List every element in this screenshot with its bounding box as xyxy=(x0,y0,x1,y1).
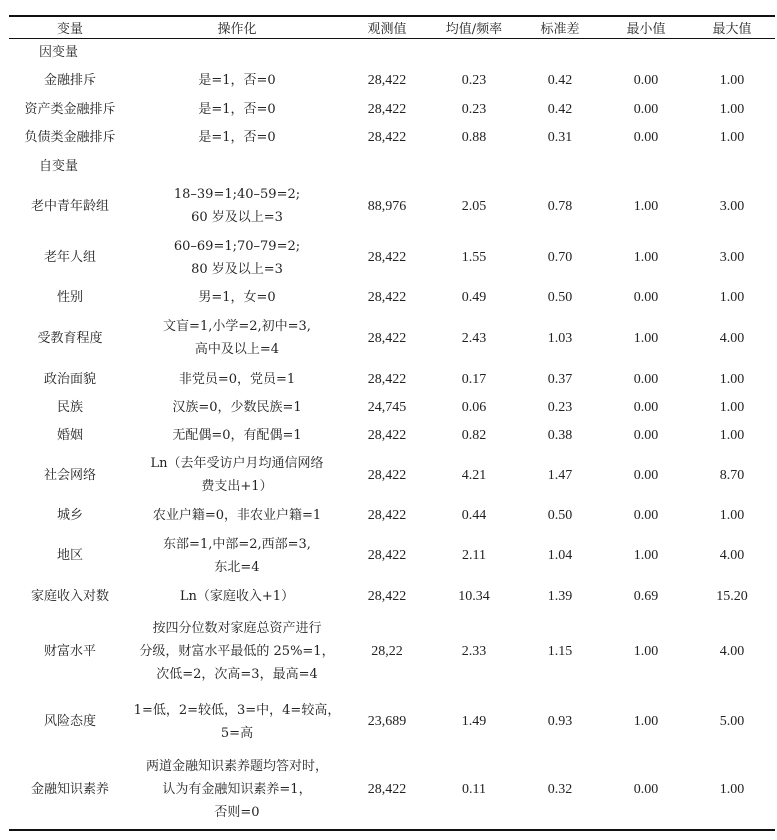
variable-name: 财富水平 xyxy=(43,644,96,659)
min-value: 1.00 xyxy=(633,644,659,659)
variable-name: 资产类金融排斥 xyxy=(24,101,116,117)
operationalization-line: 60 岁及以上=3 xyxy=(191,210,283,225)
observations: 28,422 xyxy=(367,289,407,305)
std-dev: 1.04 xyxy=(547,548,573,563)
min-value: 0.00 xyxy=(633,467,659,483)
table-body xyxy=(9,38,775,830)
min-value: 1.00 xyxy=(633,330,659,346)
max-value: 1.00 xyxy=(719,507,745,523)
operationalization xyxy=(131,393,343,421)
header-min: 最小值 xyxy=(603,16,689,38)
table-row xyxy=(9,529,775,582)
std-dev: 0.32 xyxy=(517,750,603,830)
operationalization xyxy=(131,365,343,393)
max-value: 1.00 xyxy=(719,427,745,443)
operationalization-line: 无配偶=0，有配偶=1 xyxy=(172,427,302,443)
operationalization-line: 60–69=1;70–79=2; xyxy=(173,238,301,254)
variable-name: 地区 xyxy=(56,548,83,563)
operationalization-line: Ln（家庭收入+1） xyxy=(179,588,295,604)
operationalization xyxy=(131,283,343,311)
std-dev: 0.23 xyxy=(547,399,573,415)
descriptive-statistics-table xyxy=(9,15,775,831)
operationalization xyxy=(131,501,343,529)
operationalization-line: 非党员=0，党员=1 xyxy=(178,371,296,387)
observations: 28,422 xyxy=(367,548,407,563)
operationalization xyxy=(131,610,343,693)
mean-value: 0.88 xyxy=(461,130,487,145)
mean-value: 0.17 xyxy=(461,371,487,387)
operationalization-line: 按四分位数对家庭总资产进行 xyxy=(152,621,322,636)
variable-name: 受教育程度 xyxy=(37,330,103,346)
max-value: 3.00 xyxy=(719,198,745,214)
operationalization xyxy=(131,449,343,501)
operationalization-line: 分级，财富水平最低的 25%=1， xyxy=(139,644,335,659)
mean-value: 0.49 xyxy=(461,289,487,305)
observations: 28,422 xyxy=(367,101,407,117)
operationalization-line: 5=高 xyxy=(220,725,254,741)
header-operationalization: 操作化 xyxy=(131,16,343,38)
min-value: 0.00 xyxy=(633,130,659,145)
operationalization-line: 次低=2，次高=3，最高=4 xyxy=(156,667,318,682)
variable-name: 负债类金融排斥 xyxy=(24,130,116,145)
variable-name: 老年人组 xyxy=(43,250,96,265)
variable-name: 城乡 xyxy=(56,507,83,523)
mean-value: 2.33 xyxy=(461,644,487,659)
variable-name: 社会网络 xyxy=(43,467,96,483)
min-value: 0.00 xyxy=(633,289,659,305)
observations: 28,422 xyxy=(367,330,407,346)
header-observations: 观测值 xyxy=(343,16,431,38)
observations: 28,422 xyxy=(367,507,407,523)
mean-value: 0.23 xyxy=(461,73,487,88)
min-value: 0.00 xyxy=(633,399,659,415)
variable-name: 婚姻 xyxy=(56,427,83,443)
table-row xyxy=(9,311,775,365)
mean-value: 4.21 xyxy=(461,467,487,483)
max-value: 1.00 xyxy=(719,399,745,415)
table-row xyxy=(9,610,775,693)
header-mean: 均值/频率 xyxy=(431,16,517,38)
table-row xyxy=(9,449,775,501)
mean-value: 0.44 xyxy=(461,507,487,523)
std-dev: 0.70 xyxy=(547,250,573,265)
table-row xyxy=(9,693,775,750)
operationalization xyxy=(131,95,343,123)
max-value: 1.00 xyxy=(719,130,745,145)
max-value: 3.00 xyxy=(719,250,745,265)
max-value: 8.70 xyxy=(719,467,745,483)
max-value: 5.00 xyxy=(719,714,745,729)
table-row xyxy=(9,501,775,529)
std-dev: 1.03 xyxy=(547,330,573,346)
operationalization-line: 费支出+1） xyxy=(201,479,273,494)
min-value: 0.00 xyxy=(633,371,659,387)
std-dev: 0.31 xyxy=(547,130,573,145)
observations: 28,422 xyxy=(367,130,407,145)
operationalization-line: 1=低，2=较低，3=中，4=较高， xyxy=(133,702,341,718)
max-value: 4.00 xyxy=(719,548,745,563)
max-value: 4.00 xyxy=(719,644,745,659)
operationalization-line: 是=1，否=0 xyxy=(198,73,276,88)
max-value: 1.00 xyxy=(719,371,745,387)
mean-value: 0.82 xyxy=(461,427,487,443)
operationalization-line: 高中及以上=4 xyxy=(194,342,280,357)
std-dev: 0.50 xyxy=(547,289,573,305)
section-row xyxy=(9,38,775,66)
max-value: 1.00 xyxy=(719,289,745,305)
observations: 28,422 xyxy=(367,588,407,604)
table-row xyxy=(9,180,775,232)
operationalization-line: 东北=4 xyxy=(214,559,260,575)
table-row xyxy=(9,232,775,283)
operationalization-line: 男=1，女=0 xyxy=(198,289,276,305)
section-label: 因变量 xyxy=(39,44,79,60)
variable-name: 家庭收入对数 xyxy=(30,588,109,604)
section-label: 自变量 xyxy=(39,158,79,174)
operationalization-line: 东部=1,中部=2,西部=3, xyxy=(163,536,311,552)
header-sd: 标准差 xyxy=(517,16,603,38)
mean-value: 0.23 xyxy=(461,101,487,117)
observations: 28,422 xyxy=(367,73,407,88)
operationalization xyxy=(131,123,343,152)
min-value: 0.00 xyxy=(633,427,659,443)
operationalization xyxy=(131,232,343,283)
mean-value: 0.11 xyxy=(431,750,517,830)
min-value: 1.00 xyxy=(633,548,659,563)
operationalization xyxy=(131,66,343,95)
mean-value: 0.06 xyxy=(461,399,487,415)
operationalization-line: 汉族=0，少数民族=1 xyxy=(172,399,302,415)
std-dev: 0.93 xyxy=(547,714,573,729)
table-row xyxy=(9,66,775,95)
observations: 28,422 xyxy=(367,250,407,265)
std-dev: 1.47 xyxy=(547,467,573,483)
table-row xyxy=(9,283,775,311)
table-row xyxy=(9,750,775,830)
variable-name: 金融排斥 xyxy=(43,73,96,88)
operationalization-line: 否则=0 xyxy=(214,805,260,820)
min-value: 0.00 xyxy=(633,73,659,88)
table-header-row xyxy=(9,16,775,38)
operationalization xyxy=(131,750,343,830)
operationalization xyxy=(131,180,343,232)
std-dev: 1.15 xyxy=(547,644,573,659)
variable-name: 风险态度 xyxy=(43,714,96,729)
observations: 24,745 xyxy=(367,399,407,415)
observations: 28,22 xyxy=(371,644,403,659)
std-dev: 0.42 xyxy=(547,101,573,117)
operationalization-line: 两道金融知识素养题均答对时， xyxy=(145,759,328,774)
operationalization-line: 认为有金融知识素养=1， xyxy=(162,782,312,797)
table-row xyxy=(9,582,775,610)
variable-name: 性别 xyxy=(56,289,83,305)
max-value: 1.00 xyxy=(719,101,745,117)
table-row xyxy=(9,365,775,393)
mean-value: 2.43 xyxy=(461,330,487,346)
operationalization xyxy=(131,421,343,449)
min-value: 0.00 xyxy=(633,101,659,117)
operationalization xyxy=(131,693,343,750)
variable-name: 金融知识素养 xyxy=(9,750,131,830)
operationalization xyxy=(131,529,343,582)
operationalization xyxy=(131,311,343,365)
operationalization xyxy=(131,582,343,610)
mean-value: 2.05 xyxy=(461,198,487,214)
min-value: 0.00 xyxy=(603,750,689,830)
mean-value: 10.34 xyxy=(458,588,490,604)
min-value: 0.69 xyxy=(633,588,659,604)
table-row xyxy=(9,123,775,152)
table-row xyxy=(9,393,775,421)
table-row xyxy=(9,421,775,449)
observations: 28,422 xyxy=(343,750,431,830)
max-value: 1.00 xyxy=(689,750,775,830)
operationalization-line: 农业户籍=0，非农业户籍=1 xyxy=(152,507,322,523)
std-dev: 0.37 xyxy=(547,371,573,387)
min-value: 1.00 xyxy=(633,714,659,729)
max-value: 1.00 xyxy=(719,73,745,88)
operationalization-line: 是=1，否=0 xyxy=(198,130,276,145)
mean-value: 1.49 xyxy=(461,714,487,729)
mean-value: 2.11 xyxy=(462,548,486,563)
min-value: 1.00 xyxy=(633,250,659,265)
observations: 88,976 xyxy=(367,198,407,214)
min-value: 1.00 xyxy=(633,198,659,214)
std-dev: 0.38 xyxy=(547,427,573,443)
operationalization-line: 80 岁及以上=3 xyxy=(191,261,283,277)
mean-value: 1.55 xyxy=(461,250,487,265)
observations: 28,422 xyxy=(367,467,407,483)
variable-name: 民族 xyxy=(56,399,83,415)
operationalization-line: 文盲=1,小学=2,初中=3, xyxy=(163,319,311,334)
header-variable: 变量 xyxy=(9,16,131,38)
observations: 28,422 xyxy=(367,427,407,443)
section-row xyxy=(9,152,775,180)
min-value: 0.00 xyxy=(633,507,659,523)
table-row xyxy=(9,95,775,123)
max-value: 15.20 xyxy=(716,588,748,604)
operationalization-line: 18–39=1;40–59=2; xyxy=(173,187,301,202)
observations: 23,689 xyxy=(367,714,407,729)
std-dev: 0.50 xyxy=(547,507,573,523)
std-dev: 0.42 xyxy=(547,73,573,88)
operationalization-line: 是=1，否=0 xyxy=(198,101,276,117)
variable-name: 政治面貌 xyxy=(43,371,96,387)
header-max: 最大值 xyxy=(689,16,775,38)
max-value: 4.00 xyxy=(719,330,745,346)
operationalization-line: Ln（去年受访户月均通信网络 xyxy=(150,456,324,471)
std-dev: 1.39 xyxy=(547,588,573,604)
std-dev: 0.78 xyxy=(547,198,573,214)
observations: 28,422 xyxy=(367,371,407,387)
variable-name: 老中青年龄组 xyxy=(30,198,109,214)
